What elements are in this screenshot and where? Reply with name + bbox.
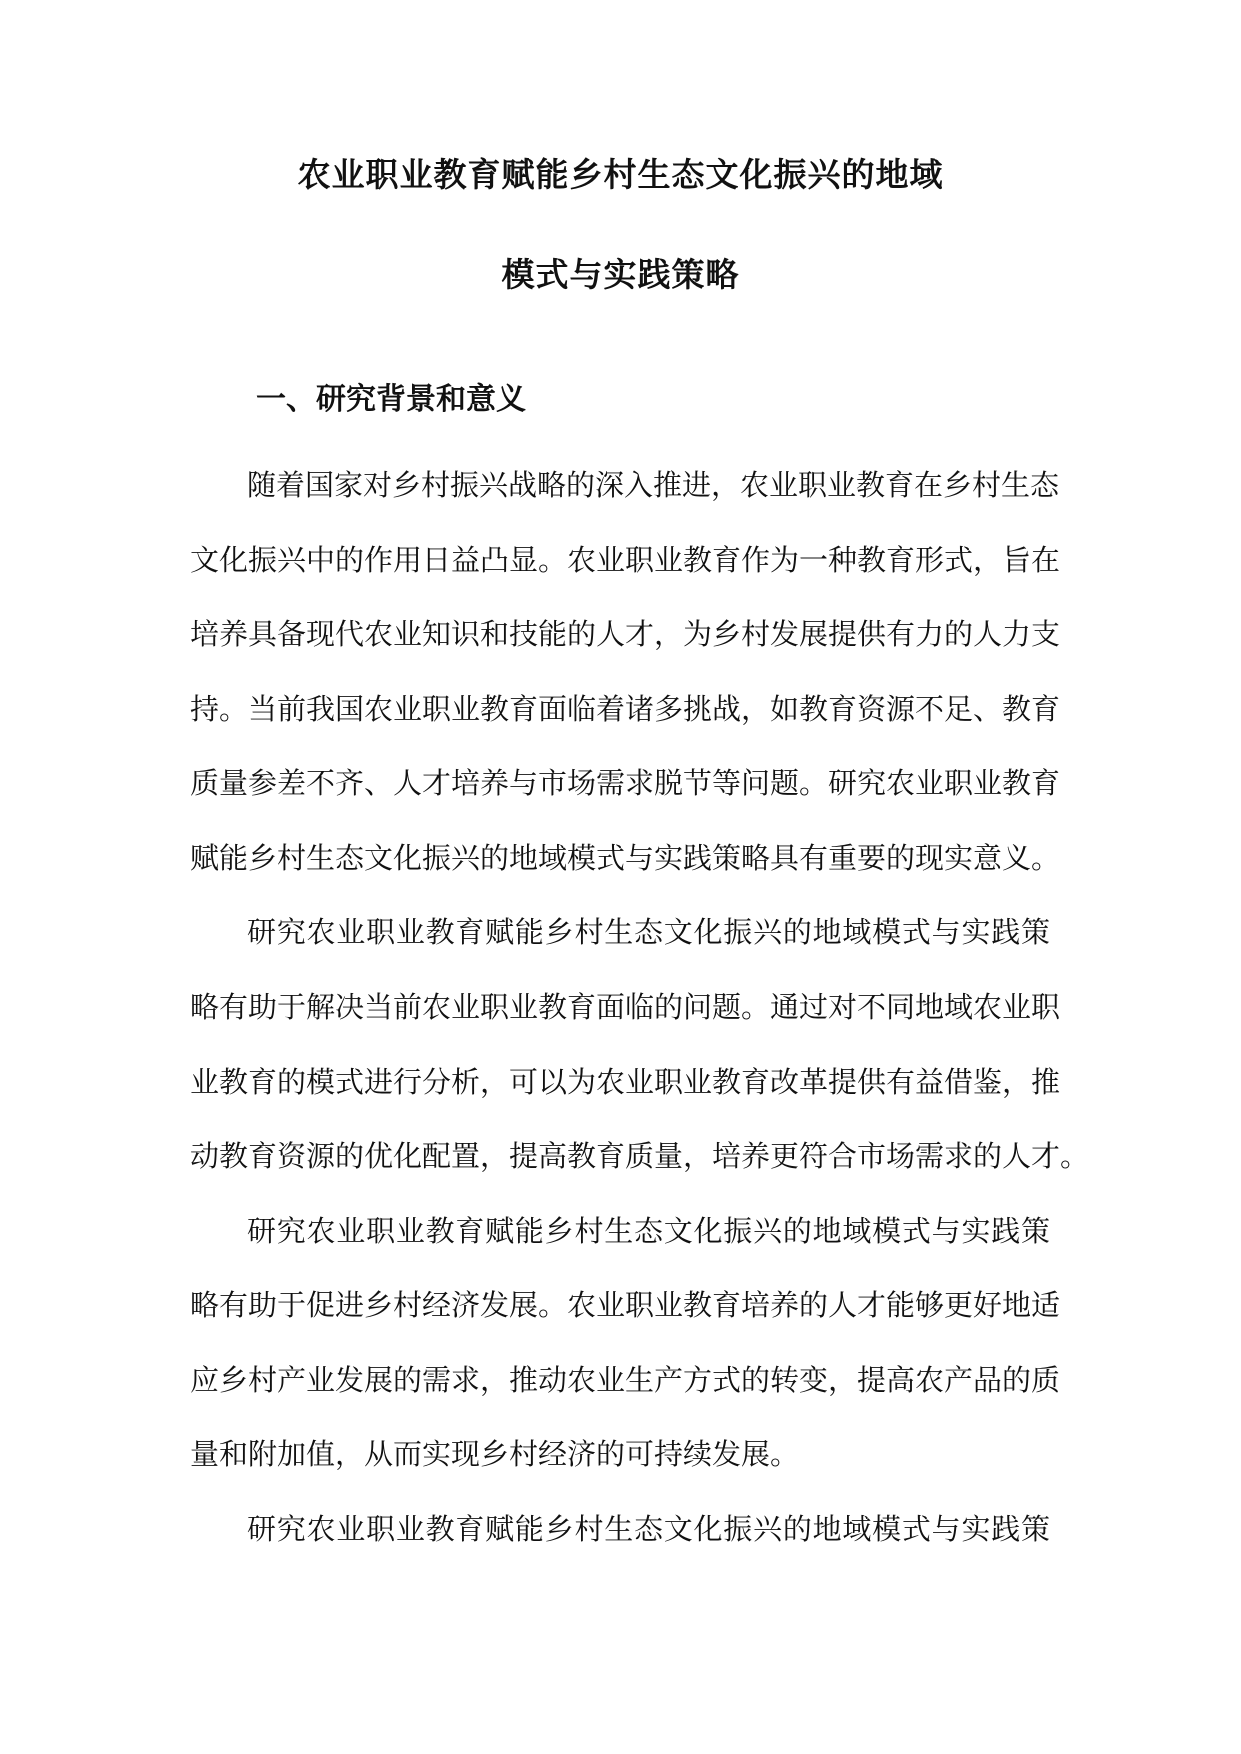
paragraph-1-line-4: 持。当前我国农业职业教育面临着诸多挑战，如教育资源不足、教育 <box>190 692 1061 726</box>
document-title-line-2: 模式与实践策略 <box>501 255 740 294</box>
paragraph-1-line-1: 随着国家对乡村振兴战略的深入推进，农业职业教育在乡村生态 <box>247 468 1060 502</box>
paragraph-1-line-6: 赋能乡村生态文化振兴的地域模式与实践策略具有重要的现实意义。 <box>190 841 1061 875</box>
paragraph-3-line-2: 略有助于促进乡村经济发展。农业职业教育培养的人才能够更好地适 <box>190 1288 1061 1322</box>
paragraph-2-line-4: 动教育资源的优化配置，提高教育质量，培养更符合市场需求的人才。 <box>190 1139 1090 1173</box>
paragraph-1-line-2: 文化振兴中的作用日益凸显。农业职业教育作为一种教育形式，旨在 <box>190 543 1061 577</box>
paragraph-2-line-2: 略有助于解决当前农业职业教育面临的问题。通过对不同地域农业职 <box>190 990 1061 1024</box>
section-heading: 一、研究背景和意义 <box>256 382 526 417</box>
paragraph-1-line-5: 质量参差不齐、人才培养与市场需求脱节等问题。研究农业职业教育 <box>190 766 1061 800</box>
paragraph-3-line-1: 研究农业职业教育赋能乡村生态文化振兴的地域模式与实践策 <box>247 1214 1050 1248</box>
paragraph-2-line-3: 业教育的模式进行分析，可以为农业职业教育改革提供有益借鉴，推 <box>190 1065 1061 1099</box>
paragraph-4-line-1: 研究农业职业教育赋能乡村生态文化振兴的地域模式与实践策 <box>247 1512 1050 1546</box>
document-title-line-1: 农业职业教育赋能乡村生态文化振兴的地域 <box>297 155 944 194</box>
paragraph-2-line-1: 研究农业职业教育赋能乡村生态文化振兴的地域模式与实践策 <box>247 915 1050 949</box>
paragraph-3-line-4: 量和附加值，从而实现乡村经济的可持续发展。 <box>190 1437 800 1471</box>
paragraph-1-line-3: 培养具备现代农业知识和技能的人才，为乡村发展提供有力的人力支 <box>190 617 1061 651</box>
paragraph-3-line-3: 应乡村产业发展的需求，推动农业生产方式的转变，提高农产品的质 <box>190 1363 1061 1397</box>
